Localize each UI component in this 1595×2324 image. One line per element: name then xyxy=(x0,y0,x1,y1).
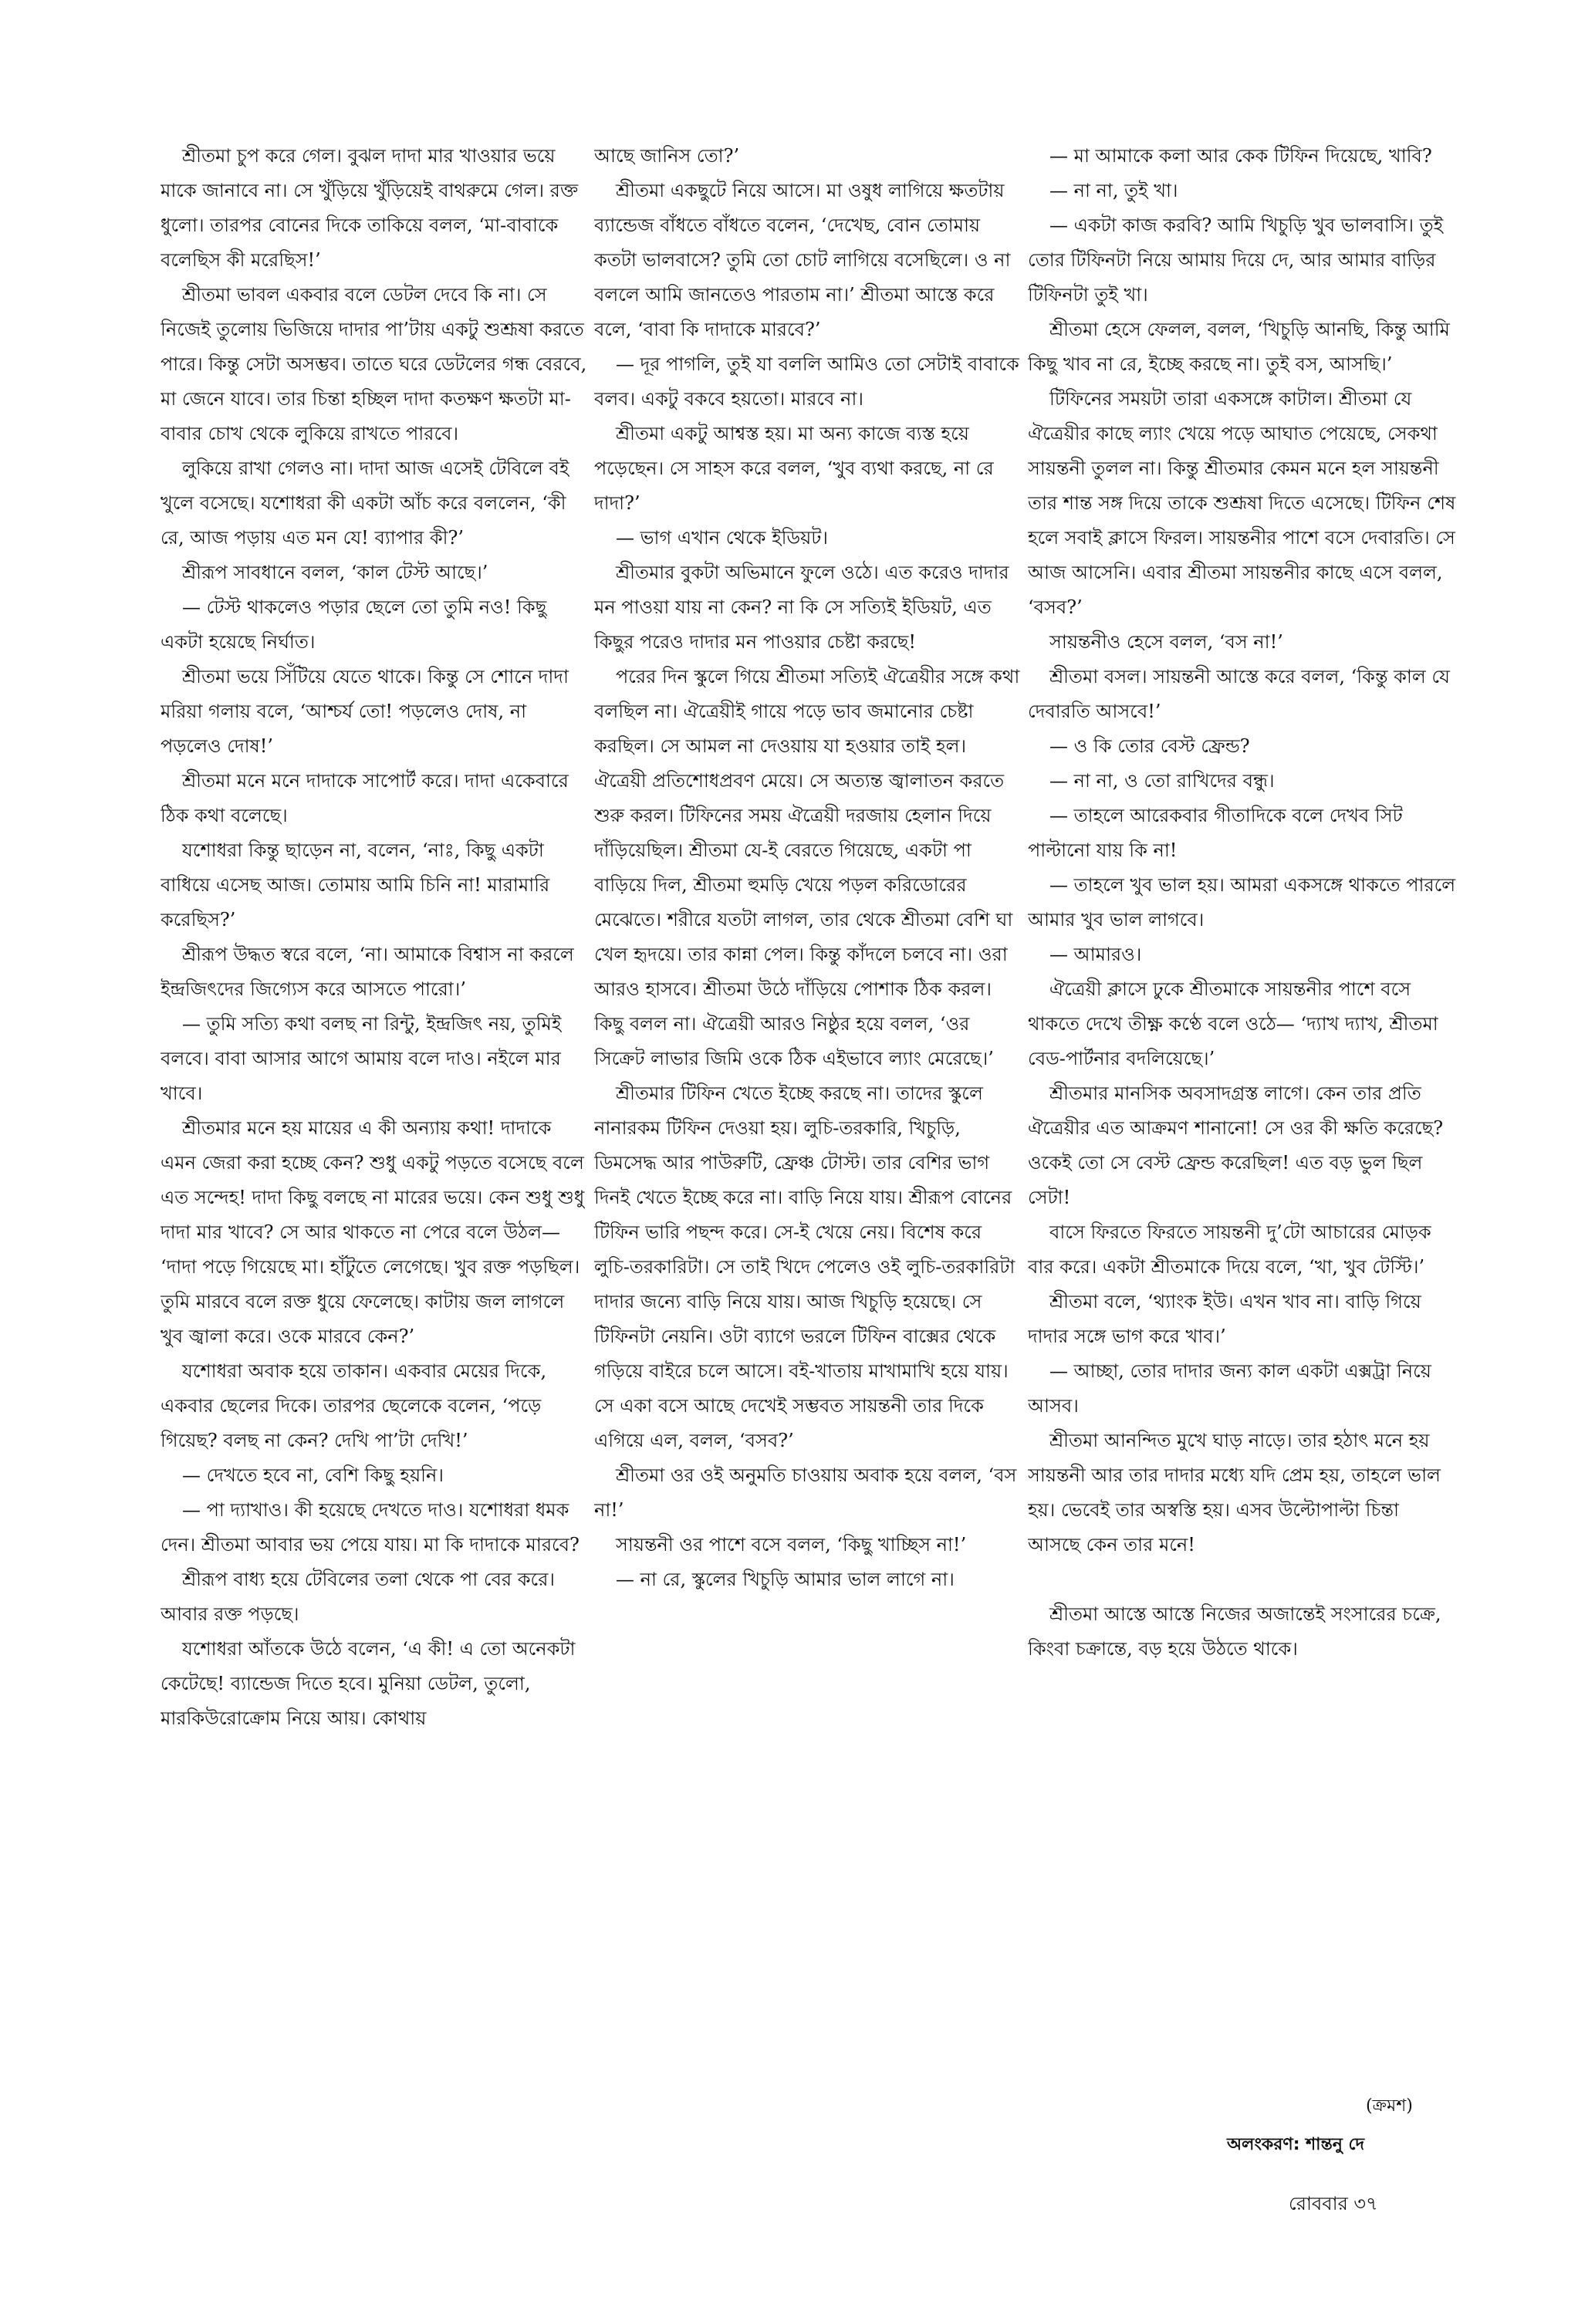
paragraph: শ্রীতমা চুপ করে গেল। বুঝল দাদা মার খাওয়ার ভয়ে মাকে জানাবে না। সে খুঁড়িয়ে খুঁড়িয়েই বাথরুমে গেল। রক্ত ধুলো। তারপর বোনের দিকে তাকিয়ে বলল, ‘মা-বাবাকে বলেছিস কী মরেছিস!’ xyxy=(161,145,579,271)
paragraph: পরের দিন স্কুলে গিয়ে শ্রীতমা সত্যিই ঐত্রেয়ীর সঙ্গে কথা বলছিল না। ঐত্রেয়ীই গায়ে পড়ে ভাব জমানোর চেষ্টা করছিল। সে আমল না দেওয়ায় যা হওয়ার তাই হল। ঐত্রেয়ী প্রতিশোধপ্রবণ মেয়ে। সে অত্যন্ত জ্বালাতন করতে শুরু করল। টিফিনের সময় ঐত্রেয়ী দরজায় হেলান দিয়ে দাঁড়িয়েছিল। শ্রীতমা যে-ই বেরতে গিয়েছে, একটা পা বাড়িয়ে দিল, শ্রীতমা হুমড়ি খেয়ে পড়ল করিডোরের মেঝেতে। শরীরে যতটা লাগল, তার থেকে শ্রীতমা বেশি ঘা খেল হৃদয়ে। তার কান্না পেল। কিন্তু কাঁদলে চলবে না। ওরা আরও হাসবে। শ্রীতমা উঠে দাঁড়িয়ে পোশাক ঠিক করল। কিছু বলল না। ঐত্রেয়ী আরও নিষ্ঠুর হয়ে বলল, ‘ওর সিক্রেট লাভার জিমি ওকে ঠিক এইভাবে ল্যাং মেরেছে।’ xyxy=(594,666,1020,1069)
text-column-3 xyxy=(1028,139,1456,1667)
paragraph-gap xyxy=(1028,1562,1456,1597)
paragraph: শ্রীতমার টিফিন খেতে ইচ্ছে করছে না। তাদের স্কুলে নানারকম টিফিন দেওয়া হয়। লুচি-তরকারি, খিচুড়ি, ডিমসেদ্ধ আর পাউরুটি, ফ্রেঞ্চ টোস্ট। তার বেশির ভাগ দিনই খেতে ইচ্ছে করে না। বাড়ি নিয়ে যায়। শ্রীরূপ বোনের টিফিন ভারি পছন্দ করে। সে-ই খেয়ে নেয়। বিশেষ করে লুচি-তরকারিটা। সে তাই খিদে পেলেও ওই লুচি-তরকারিটা দাদার জন্যে বাড়ি নিয়ে যায়। আজ খিচুড়ি হয়েছে। সে টিফিনটা নেয়নি। ওটা ব্যাগে ভরলে টিফিন বাক্সের থেকে গড়িয়ে বাইরে চলে আসে। বই-খাতায় মাখামাখি হয়ে যায়। সে একা বসে আছে দেখেই সম্ভবত সায়ন্তনী তার দিকে এগিয়ে এল, বলল, ‘বসব?’ xyxy=(594,1083,1015,1451)
paragraph: — দেখতে হবে না, বেশি কিছু হয়নি। xyxy=(182,1464,444,1486)
paragraph: শ্রীতমার মনে হয় মায়ের এ কী অন্যায় কথা! দাদাকে এমন জেরা করা হচ্ছে কেন? শুধু একটু পড়তে বসেছে বলে এত সন্দেহ! দাদা কিছু বলছে না মারের ভয়ে। কেন শুধু শুধু দাদা মার খাবে? সে আর থাকতে না পেরে বলে উঠল— ‘দাদা পড়ে গিয়েছে মা। হাঁটুতে লেগেছে। খুব রক্ত পড়ছিল। তুমি মারবে বলে রক্ত ধুয়ে ফেলেছে। কাটায় জল লাগলে খুব জ্বালা করে। ওকে মারবে কেন?’ xyxy=(161,1117,585,1347)
paragraph: — টেস্ট থাকলেও পড়ার ছেলে তো তুমি নও! কিছু একটা হয়েছে নির্ঘাত। xyxy=(161,596,547,653)
illustration-credit: অলংকরণ: শান্তনু দে xyxy=(1227,2135,1365,2154)
paragraph: ঐত্রেয়ী ক্লাসে ঢুকে শ্রীতমাকে সায়ন্তনীর পাশে বসে থাকতে দেখে তীক্ষ্ণ কণ্ঠে বলে ওঠে— ‘দ্যাখ দ্যাখ, শ্রীতমা বেড-পার্টনার বদলিয়েছে।’ xyxy=(1028,978,1438,1069)
paragraph: শ্রীরূপ সাবধানে বলল, ‘কাল টেস্ট আছে।’ xyxy=(182,562,488,583)
paragraph: লুকিয়ে রাখা গেলও না। দাদা আজ এসেই টেবিলে বই খুলে বসেছে। যশোধরা কী একটা আঁচ করে বললেন, ‘কী রে, আজ পড়ায় এত মন যে! ব্যাপার কী?’ xyxy=(161,458,569,549)
paragraph: — না না, ও তো রাখিদের বন্ধু। xyxy=(1049,770,1275,792)
paragraph: সায়ন্তনীও হেসে বলল, ‘বস না!’ xyxy=(1049,631,1283,653)
paragraph: যশোধরা কিন্তু ছাড়েন না, বলেন, ‘নাঃ, কিছু একটা বাধিয়ে এসেছ আজ। তোমায় আমি চিনি না! মারামারি করেছিস?’ xyxy=(161,839,550,931)
paragraph: — আচ্ছা, তোর দাদার জন্য কাল একটা এক্সট্রা নিয়ে আসব। xyxy=(1028,1360,1431,1417)
paragraph: — মা আমাকে কলা আর কেক টিফিন দিয়েছে, খাবি? xyxy=(1049,145,1432,167)
paragraph: — পা দ্যাখাও। কী হয়েছে দেখতে দাও। যশোধরা ধমক দেন। শ্রীতমা আবার ভয় পেয়ে যায়। মা কি দাদাকে মারবে? xyxy=(161,1499,580,1556)
paragraph: যশোধরা অবাক হয়ে তাকান। একবার মেয়ের দিকে, একবার ছেলের দিকে। তারপর ছেলেকে বলেন, ‘পড়ে গিয়েছ? বলছ না কেন? দেখি পা’টা দেখি!’ xyxy=(161,1360,547,1451)
paragraph: শ্রীতমা বলে, ‘থ্যাংক ইউ। এখন খাব না। বাড়ি গিয়ে দাদার সঙ্গে ভাগ করে খাব।’ xyxy=(1028,1291,1421,1347)
paragraph: শ্রীতমা আস্তে আস্তে নিজের অজান্তেই সংসারের চক্রে, কিংবা চক্রান্তে, বড় হয়ে উঠতে থাকে। xyxy=(1028,1603,1441,1660)
text-column-2 xyxy=(594,139,1022,1597)
paragraph: — না না, তুই খা। xyxy=(1049,180,1178,201)
paragraph: বাসে ফিরতে ফিরতে সায়ন্তনী দু’টো আচারের মোড়ক বার করে। একটা শ্রীতমাকে দিয়ে বলে, ‘খা, খুব টেস্টি।’ xyxy=(1028,1221,1431,1278)
paragraph: — দূর পাগলি, তুই যা বললি আমিও তো সেটাই বাবাকে বলব। একটু বকবে হয়তো। মারবে না। xyxy=(594,353,1019,410)
paragraph: — আমারও। xyxy=(1049,944,1142,965)
text-column-1 xyxy=(161,139,589,1736)
paragraph: শ্রীতমা মনে মনে দাদাকে সাপোর্ট করে। দাদা একেবারে ঠিক কথা বলেছে। xyxy=(161,770,569,826)
paragraph: শ্রীতমা বসল। সায়ন্তনী আস্তে করে বলল, ‘কিন্তু কাল যে দেবারতি আসবে!’ xyxy=(1028,666,1450,722)
paragraph: টিফিনের সময়টা তারা একসঙ্গে কাটাল। শ্রীতমা যে ঐত্রেয়ীর কাছে ল্যাং খেয়ে পড়ে আঘাত পেয়েছে, সেকথা সায়ন্তনী তুলল না। কিন্তু শ্রীতমার কেমন মনে হল সায়ন্তনী তার শান্ত সঙ্গ দিয়ে তাকে শুশ্রূষা দিতে এসেছে। টিফিন শেষ হলে সবাই ক্লাসে ফিরল। সায়ন্তনীর পাশে বসে দেবারতি। সে আজ আসেনি। এবার শ্রীতমা সায়ন্তনীর কাছে এসে বলল, ‘বসব?’ xyxy=(1028,388,1456,618)
paragraph: শ্রীতমা হেসে ফেলল, বলল, ‘খিচুড়ি আনছি, কিন্তু আমি কিছু খাব না রে, ইচ্ছে করছে না। তুই বস, আসছি।’ xyxy=(1028,319,1450,375)
page-footer: রোববার ৩৭ xyxy=(1289,2193,1378,2214)
paragraph: — একটা কাজ করবি? আমি খিচুড়ি খুব ভালবাসি। তুই তোর টিফিনটা নিয়ে আমায় দিয়ে দে, আর আমার বাড়ির টিফিনটা তুই খা। xyxy=(1028,214,1444,306)
paragraph: — তুমি সত্যি কথা বলছ না রিন্টু, ইন্দ্রজিৎ নয়, তুমিই বলবে। বাবা আসার আগে আমায় বলে দাও। নইলে মার খাবে। xyxy=(161,1013,562,1104)
paragraph: শ্রীতমা ওর ওই অনুমতি চাওয়ায় অবাক হয়ে বলল, ‘বস না!’ xyxy=(594,1464,1017,1521)
paragraph: শ্রীতমা একছুটে নিয়ে আসে। মা ওষুধ লাগিয়ে ক্ষতটায় ব্যান্ডেজ বাঁধতে বাঁধতে বলেন, ‘দেখেছ, বোন তোমায় কতটা ভালবাসে? তুমি তো চোট লাগিয়ে বসেছিলে। ও না বললে আমি জানতেও পারতাম না।’ শ্রীতমা আস্তে করে বলে, ‘বাবা কি দাদাকে মারবে?’ xyxy=(594,180,1011,340)
serial-continued-note: (ক্রমশ) xyxy=(1366,2096,1413,2116)
paragraph: সায়ন্তনী ওর পাশে বসে বলল, ‘কিছু খাচ্ছিস না!’ xyxy=(616,1534,967,1556)
paragraph: শ্রীতমার মানসিক অবসাদগ্রস্ত লাগে। কেন তার প্রতি ঐত্রেয়ীর এত আক্রমণ শানানো! সে ওর কী ক্ষতি করেছে? ওকেই তো সে বেস্ট ফ্রেন্ড করেছিল! এত বড় ভুল ছিল সেটা! xyxy=(1028,1083,1444,1208)
paragraph: শ্রীতমা একটু আশ্বস্ত হয়। মা অন্য কাজে ব্যস্ত হয়ে পড়েছেন। সে সাহস করে বলল, ‘খুব ব্যথা করছে, না রে দাদা?’ xyxy=(594,423,994,514)
paragraph: শ্রীতমার বুকটা অভিমানে ফুলে ওঠে। এত করেও দাদার মন পাওয়া যায় না কেন? না কি সে সত্যিই ইডিয়ট, এত কিছুর পরেও দাদার মন পাওয়ার চেষ্টা করছে! xyxy=(594,562,1009,653)
paragraph: শ্রীতমা আনন্দিত মুখে ঘাড় নাড়ে। তার হঠাৎ মনে হয় সায়ন্তনী আর তার দাদার মধ্যে যদি প্রেম হয়, তাহলে ভাল হয়। ভেবেই তার অস্বস্তি হয়। এসব উল্টোপাল্টা চিন্তা আসছে কেন তার মনে! xyxy=(1028,1430,1441,1556)
paragraph: শ্রীতমা ভয়ে সিঁটিয়ে যেতে থাকে। কিন্তু সে শোনে দাদা মরিয়া গলায় বলে, ‘আশ্চর্য তো! পড়লেও দোষ, না পড়লেও দোষ!’ xyxy=(161,666,569,757)
paragraph: — ও কি তোর বেস্ট ফ্রেন্ড? xyxy=(1049,735,1250,757)
paragraph: শ্রীরূপ বাধ্য হয়ে টেবিলের তলা থেকে পা বের করে। আবার রক্ত পড়ছে। xyxy=(161,1569,555,1625)
paragraph: — না রে, স্কুলের খিচুড়ি আমার ভাল লাগে না। xyxy=(616,1569,955,1590)
paragraph: আছে জানিস তো?’ xyxy=(594,145,740,167)
paragraph: শ্রীরূপ উদ্ধত স্বরে বলে, ‘না। আমাকে বিশ্বাস না করলে ইন্দ্রজিৎদের জিগ্যেস করে আসতে পারো।’ xyxy=(161,944,574,1000)
paragraph: — তাহলে আরেকবার গীতাদিকে বলে দেখব সিট পাল্টানো যায় কি না! xyxy=(1028,805,1403,861)
paragraph: — ভাগ এখান থেকে ইডিয়ট। xyxy=(616,527,828,549)
paragraph: যশোধরা আঁতকে উঠে বলেন, ‘এ কী! এ তো অনেকটা কেটেছে! ব্যান্ডেজ দিতে হবে। মুনিয়া ডেটল, তুলো, মারকিউরোক্রোম নিয়ে আয়। কোথায় xyxy=(161,1638,576,1729)
paragraph: শ্রীতমা ভাবল একবার বলে ডেটল দেবে কি না। সে নিজেই তুলোয় ভিজিয়ে দাদার পা’টায় একটু শুশ্রূষা করতে পারে। কিন্তু সেটা অসম্ভব। তাতে ঘরে ডেটলের গন্ধ বেরবে, মা জেনে যাবে। তার চিন্তা হচ্ছিল দাদা কতক্ষণ ক্ষতটা মা-বাবার চোখ থেকে লুকিয়ে রাখতে পারবে। xyxy=(161,284,587,444)
paragraph: — তাহলে খুব ভাল হয়। আমরা একসঙ্গে থাকতে পারলে আমার খুব ভাল লাগবে। xyxy=(1028,874,1456,931)
